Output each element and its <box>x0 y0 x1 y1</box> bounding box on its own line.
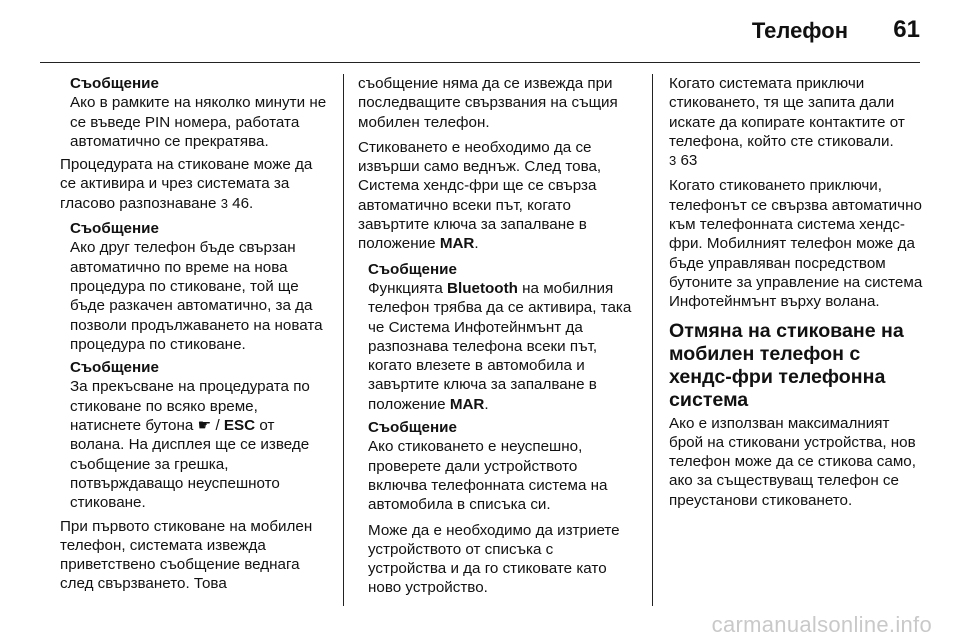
paragraph-text: Когато системата приключи стиковането, тя ще запита дали искате да копирате контактите от телефона, който сте стиковали. <box>669 75 905 150</box>
column-3 <box>669 74 927 516</box>
note-title: Съобщение <box>70 359 159 377</box>
note-title: Съобщение <box>368 260 457 278</box>
paragraph-text: Стиковането е необходимо да се извърши само веднъж. След това, Система хендс-фри ще се свърза автоматично всеки път, когато завъртите ключа за запалване в положение <box>358 138 602 253</box>
bluetooth-label: Bluetooth <box>447 279 518 297</box>
punctuation: . <box>474 235 479 253</box>
note-pin-timeout <box>70 74 332 151</box>
paragraph-auto-connect: Когато стиковането приключи, телефонът се свързва автоматично към телефонната система хендс-фри. Мобилният телефон може да бъде управляван посредством бутоните за управление на система Инфотейнмънт върху волана. <box>669 177 923 311</box>
paragraph-copy-contacts <box>669 74 927 170</box>
note-cancel-pairing <box>70 358 332 512</box>
paragraph-first-pairing: При първото стиковане на мобилен телефон, системата извежда приветствено съобщение веднага след свързването. Това <box>60 517 313 593</box>
watermark: carmanualsonline.info <box>711 612 932 637</box>
paragraph-continued: съобщение няма да се извежда при последващите свързвания на същия мобилен телефон. <box>358 75 618 131</box>
separator: / <box>215 417 220 435</box>
column-2 <box>358 74 634 602</box>
note-text <box>70 377 332 512</box>
note-pairing-failed <box>368 418 634 598</box>
note-text-part: на мобилния телефон трябва да се активира, така че Система Инфотейнмънт да разпознава телефона всеки път, когато влезете в автомобила и завъртите ключа за запалване в положение <box>368 279 632 413</box>
page-header <box>0 0 960 60</box>
note-title: Съобщение <box>70 75 159 92</box>
note-title: Съобщение <box>368 419 457 437</box>
esc-key-label: ESC <box>223 417 256 435</box>
note-text: Ако в рамките на няколко минути не се въведе PIN номера, работата автоматично се прекратява. <box>70 94 327 150</box>
page-number: 61 <box>893 16 920 43</box>
note-text: Може да е необходимо да изтриете устройството от списъка с устройства и да го стиковате като ново устройство. <box>368 521 620 597</box>
note-other-phone <box>70 219 332 354</box>
note-text <box>368 279 634 414</box>
note-bluetooth <box>368 260 634 414</box>
note-text: Ако друг телефон бъде свързан автоматично по време на нова процедура по стиковане, той ще бъде разкачен автоматично, за да позволи продължаването на новата процедура по стиковане. <box>70 239 323 353</box>
paragraph-max-devices: Ако е използван максималният брой на стиковани устройства, нов телефон може да се стикова само, ако за съществуващ телефон се преустанови стиковането. <box>669 414 916 509</box>
column-divider <box>652 74 653 606</box>
section-heading: Отмяна на стиковане на мобилен телефон с хендс-фри телефонна система <box>669 319 904 411</box>
page-title: Телефон <box>751 18 848 43</box>
page-ref[interactable]: 46. <box>232 194 254 212</box>
hang-up-icon: ☛ <box>197 417 212 435</box>
paragraph-voice-pairing <box>60 155 332 213</box>
note-text: Ако стиковането е неуспешно, проверете дали устройството включва телефонната система на автомобила в списъка си. <box>368 438 608 514</box>
punctuation: . <box>484 395 489 413</box>
page-ref-icon: 3 <box>220 195 228 211</box>
paragraph-text: Процедурата на стиковане може да се активира и чрез системата за гласово разпознаване <box>60 156 313 212</box>
note-text-part: За прекъсване на процедурата по стиковане по всяко време, натиснете бутона <box>70 378 310 435</box>
page-ref-icon: 3 <box>669 153 677 169</box>
note-text-part: от волана. На дисплея ще се изведе съобщение за грешка, потвърждаващо неуспешното стиковане. <box>70 417 310 512</box>
column-divider <box>343 74 344 606</box>
mar-key-label: MAR <box>439 235 475 253</box>
mar-key-label: MAR <box>449 395 485 413</box>
column-1 <box>60 74 332 600</box>
note-text-part: Функцията <box>368 279 443 297</box>
paragraph-pair-once <box>358 138 634 254</box>
page-ref[interactable]: 63 <box>680 152 698 170</box>
note-title: Съобщение <box>70 220 159 238</box>
header-rule <box>40 62 920 63</box>
